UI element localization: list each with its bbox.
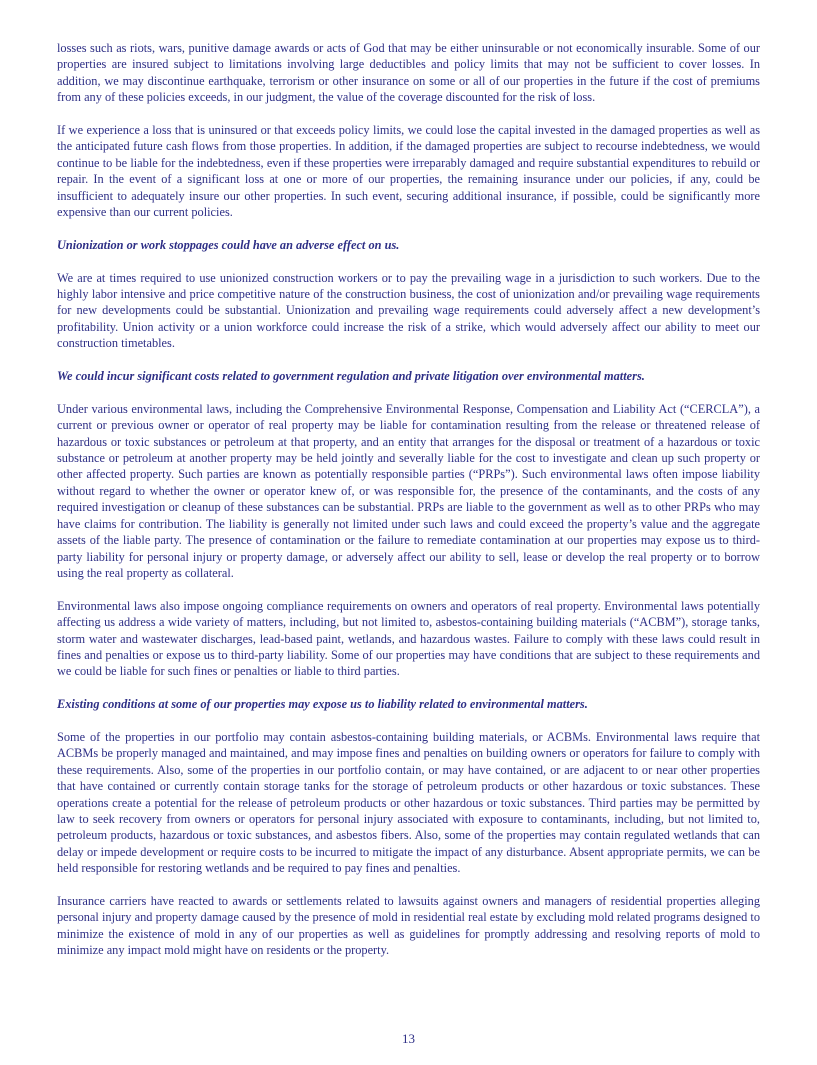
body-paragraph: losses such as riots, wars, punitive damage awards or acts of God that may be either uninsurable or not economically insurable. Some of our properties are insured subject to limitations involving large deductibles and policy limits that may not be sufficient to cover losses. In addition, we may discontinue earthquake, terrorism or other insurance on some or all of our properties in the future if the cost of premiums from any of these policies exceeds, in our judgment, the value of the coverage discounted for the risk of loss.: [57, 41, 760, 105]
body-paragraph: Some of the properties in our portfolio may contain asbestos-containing building materials, or ACBMs. Environmental laws require that ACBMs be properly managed and maintained, and may impose fines and penalties on building owners or operators for failure to comply with these requirements. Also, some of the properties in our portfolio contain, or may have contained, or are adjacent to or near other properties that have contained or currently contain storage tanks for the storage of petroleum products or other hazardous or toxic substances. These operations create a potential for the release of petroleum products or other hazardous or toxic substances. Third parties may be permitted by law to seek recovery from owners or operators for personal injury associated with exposure to contaminants, including, but not limited to, petroleum products, hazardous or toxic substances, and asbestos fibers. Also, some of the properties may contain regulated wetlands that can delay or impede development or require costs to be incurred to mitigate the impact of any disturbance. Absent appropriate permits, we can be held responsible for restoring wetlands and be required to pay fines and penalties.: [57, 729, 760, 876]
page-number: 13: [402, 1031, 415, 1046]
body-paragraph: We are at times required to use unionized construction workers or to pay the prevailing wage in a jurisdiction to such workers. Due to the highly labor intensive and price competitive nature of the construction business, the cost of unionization and/or prevailing wage requirements for new developments could be substantial. Unionization and prevailing wage requirements could adversely affect a new development’s profitability. Union activity or a union workforce could increase the risk of a strike, which would adversely affect our ability to meet our construction timetables.: [57, 270, 760, 351]
section-heading: Existing conditions at some of our properties may expose us to liability related to environmental matters.: [57, 697, 588, 712]
body-paragraph: If we experience a loss that is uninsured or that exceeds policy limits, we could lose the capital invested in the damaged properties as well as the anticipated future cash flows from those properties. In addition, if the damaged properties are subject to recourse indebtedness, we would continue to be liable for the indebtedness, even if these properties were irreparably damaged and require substantial expenditures to rebuild or repair. In the event of a significant loss at one or more of our properties, the remaining insurance under our policies, if any, could be insufficient to adequately insure our other properties. In such event, securing additional insurance, if possible, could be significantly more expensive than our current policies.: [57, 123, 760, 220]
body-paragraph: Environmental laws also impose ongoing compliance requirements on owners and operators of real property. Environmental laws potentially affecting us address a wide variety of matters, including, but not limited to, asbestos-containing building materials (“ACBM”), storage tanks, storm water and wastewater discharges, lead-based paint, wetlands, and hazardous wastes. Failure to comply with these laws could result in fines and penalties or expose us to third-party liability. Some of our properties may have conditions that are subject to these requirements and we could be liable for such fines or penalties or liable to third parties.: [57, 598, 760, 679]
section-heading: Unionization or work stoppages could have an adverse effect on us.: [57, 237, 400, 252]
body-paragraph: Insurance carriers have reacted to awards or settlements related to lawsuits against owners and managers of residential properties alleging personal injury and property damage caused by the presence of mold in residential real estate by excluding mold related programs designed to minimize the existence of mold in any of our properties as well as guidelines for promptly addressing and resolving reports of mold to minimize any impact mold might have on residents or the property.: [57, 893, 760, 958]
body-paragraph: Under various environmental laws, including the Comprehensive Environmental Response, Compensation and Liability Act (“CERCLA”), a current or previous owner or operator of real property may be liable for contamination resulting from the release or threatened release of hazardous or toxic substances or petroleum at that property, and an entity that arranges for the disposal or treatment of a hazardous or toxic substance or petroleum at another property may be held jointly and severally liable for the cost to investigate and clean up such property or other affected property. Such parties are known as potentially responsible parties (“PRPs”). Such environmental laws often impose liability without regard to whether the owner or operator knew of, or was responsible for, the presence of the contaminants, and the costs of any required investigation or cleanup of these substances can be substantial. PRPs are liable to the government as well as to other PRPs who may have claims for contribution. The liability is generally not limited under such laws and could exceed the property’s value and the aggregate assets of the liable party. The presence of contamination or the failure to remediate contamination at our properties may expose us to third-party liability for personal injury or property damage, or adversely affect our ability to sell, lease or develop the real property or to borrow using the real property as collateral.: [57, 401, 760, 580]
document-body: [57, 40, 760, 975]
section-heading: We could incur significant costs related to government regulation and private litigation over environmental matters.: [57, 369, 645, 384]
